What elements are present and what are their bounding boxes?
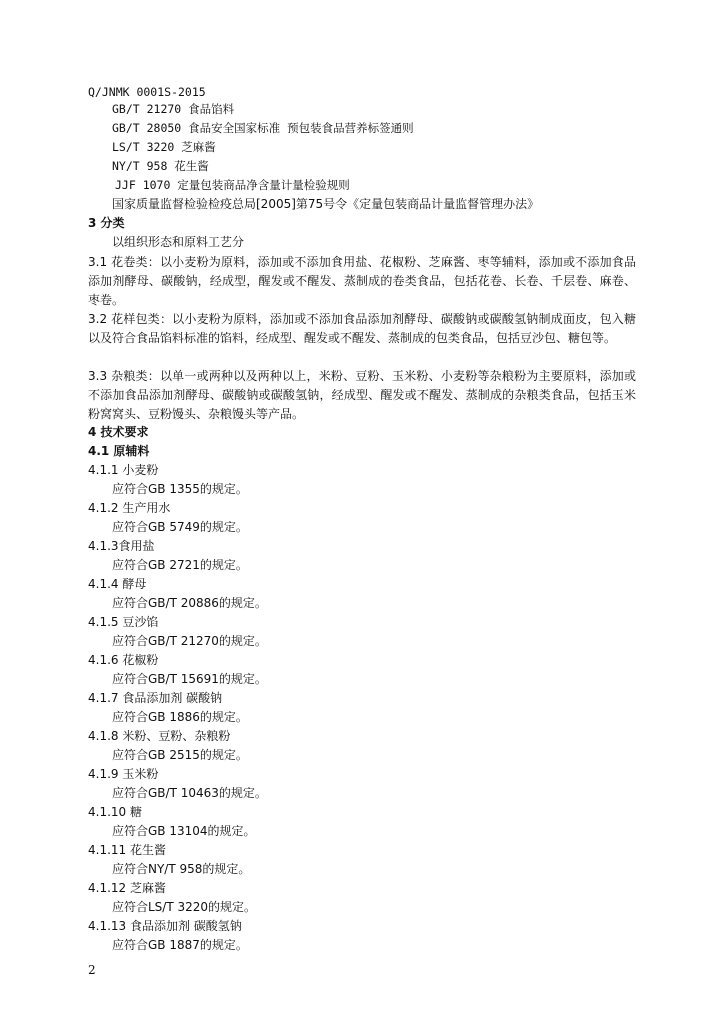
reference-item: 国家质量监督检验检疫总局[2005]第75号令《定量包装商品计量监督管理办法》 (112, 197, 540, 211)
clause-body: 应符合GB 1887的规定。 (112, 938, 248, 952)
clause-body: 应符合GB 2515的规定。 (112, 748, 248, 762)
clause-body: 应符合GB 1886的规定。 (112, 710, 248, 724)
clause-title: 4.1.4 酵母 (88, 577, 147, 591)
reference-item: JJF 1070 定量包装商品净含量计量检验规则 (115, 178, 350, 192)
reference-item: LS/T 3220 芝麻酱 (112, 140, 216, 154)
clause-body: 应符合GB 13104的规定。 (112, 824, 256, 838)
clause-title: 4.1.10 糖 (88, 805, 142, 819)
reference-item: GB/T 21270 食品馅料 (112, 102, 235, 116)
clause-body: 应符合GB/T 21270的规定。 (112, 634, 267, 648)
clause-title: 4.1.5 豆沙馅 (88, 615, 159, 629)
section-intro: 以组织形态和原料工艺分 (112, 235, 245, 249)
clause-body: 应符合NY/T 958的规定。 (112, 862, 251, 876)
clause-body: 应符合GB/T 15691的规定。 (112, 672, 267, 686)
clause-title: 4.1.9 玉米粉 (88, 767, 159, 781)
reference-item: GB/T 28050 食品安全国家标准 预包装食品营养标签通则 (112, 121, 414, 135)
classification-paragraph: 3.1 花卷类：以小麦粉为原料，添加或不添加食用盐、花椒粉、芝麻酱、枣等辅料，添加或不添加食品添加剂酵母、碳酸钠，经成型，醒发或不醒发、蒸制成的卷类食品，包括花卷、长卷、千层卷、麻卷、枣卷。 (88, 255, 636, 307)
classification-paragraph: 3.2 花样包类：以小麦粉为原料，添加或不添加食品添加剂酵母、碳酸钠或碳酸氢钠制成面皮，包入糖以及符合食品馅料标准的馅料，经成型、醒发或不醒发、蒸制成的包类食品，包括豆沙包、糖包等。 (88, 312, 636, 345)
section-heading: 4 技术要求 (88, 425, 149, 439)
classification-paragraph: 3.3 杂粮类：以单一或两种以及两种以上，米粉、豆粉、玉米粉、小麦粉等杂粮粉为主要原料，添加或不添加食品添加剂酵母、碳酸钠或碳酸氢钠，经成型、醒发或不醒发、蒸制成的杂粮类食品，包括玉米粉窝窝头、豆粉馒头、杂粮馒头等产品。 (88, 369, 636, 421)
clause-body: 应符合GB/T 10463的规定。 (112, 786, 267, 800)
clause-title: 4.1.11 花生酱 (88, 843, 166, 857)
clause-title: 4.1.6 花椒粉 (88, 653, 159, 667)
clause-body: 应符合LS/T 3220的规定。 (112, 900, 257, 914)
clause-title: 4.1.1 小麦粉 (88, 463, 159, 477)
clause-body: 应符合GB 2721的规定。 (112, 558, 248, 572)
document-code-header: Q/JNMK 0001S-2015 (88, 85, 206, 99)
subsection-heading: 4.1 原辅料 (88, 444, 150, 458)
clause-body: 应符合GB 5749的规定。 (112, 520, 248, 534)
clause-title: 4.1.13 食品添加剂 碳酸氢钠 (88, 919, 242, 933)
page-number: 2 (88, 963, 96, 977)
clause-title: 4.1.8 米粉、豆粉、杂粮粉 (88, 729, 231, 743)
clause-body: 应符合GB/T 20886的规定。 (112, 596, 267, 610)
clause-title: 4.1.7 食品添加剂 碳酸钠 (88, 691, 223, 705)
reference-item: NY/T 958 花生酱 (112, 159, 209, 173)
clause-title: 4.1.2 生产用水 (88, 501, 171, 515)
clause-body: 应符合GB 1355的规定。 (112, 482, 248, 496)
clause-title: 4.1.3食用盐 (88, 539, 155, 553)
clause-title: 4.1.12 芝麻酱 (88, 881, 166, 895)
section-heading: 3 分类 (88, 216, 125, 230)
